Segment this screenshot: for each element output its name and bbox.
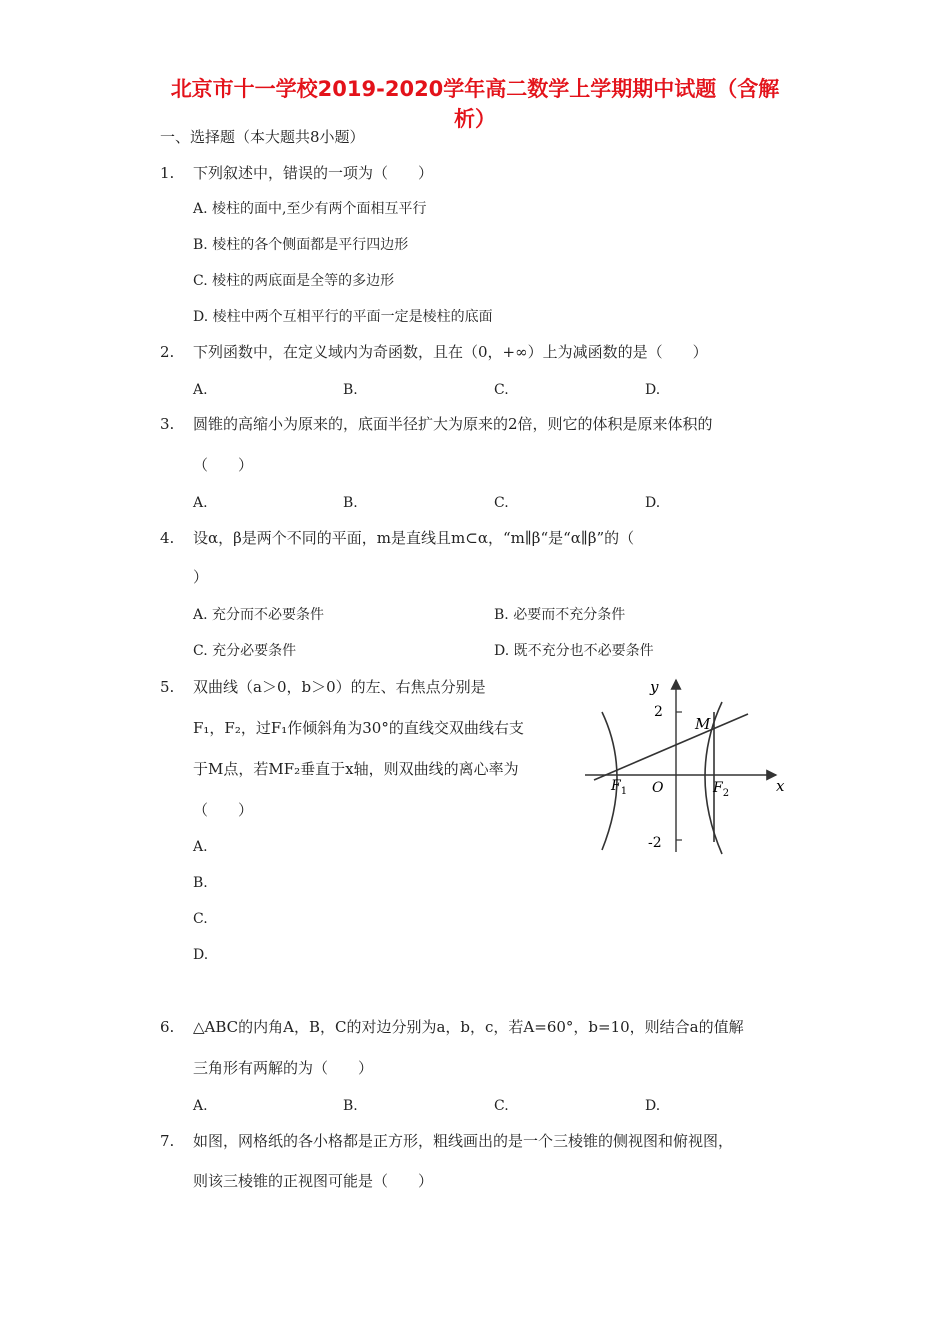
option-c: C.	[193, 911, 208, 927]
question-text: 下列函数中，在定义域内为奇函数，且在（0，+∞）上为减函数的是（ ）	[193, 343, 708, 361]
option-d: D. 棱柱中两个互相平行的平面一定是棱柱的底面	[193, 309, 493, 325]
document-title	[150, 74, 800, 134]
option-b: B.	[343, 382, 358, 398]
question-number: 6.	[160, 1018, 175, 1036]
question-text-cont: 于M点，若MF₂垂直于x轴，则双曲线的离心率为	[193, 760, 519, 778]
option-c: C.	[494, 1098, 509, 1114]
question-number: 7.	[160, 1132, 175, 1150]
question-number: 1.	[160, 164, 175, 182]
title-line-2: 析）	[454, 107, 496, 131]
question-number: 2.	[160, 343, 175, 361]
option-a: A. 充分而不必要条件	[193, 607, 325, 623]
origin-label: O	[652, 780, 664, 796]
y-label: y	[650, 678, 659, 696]
option-c: C. 充分必要条件	[193, 643, 297, 659]
option-b: B.	[193, 875, 208, 891]
tick-label-neg2: -2	[648, 835, 662, 851]
question-text-cont: 三角形有两解的为（ ）	[193, 1059, 374, 1077]
section-heading: 一、选择题（本大题共8小题）	[160, 128, 365, 146]
option-a: A.	[193, 382, 208, 398]
option-a: A. 棱柱的面中,至少有两个面相互平行	[193, 201, 427, 217]
option-c: C.	[494, 495, 509, 511]
option-a: A.	[193, 495, 208, 511]
option-d: D.	[193, 947, 209, 963]
question-text: 如图，网格纸的各小格都是正方形，粗线画出的是一个三棱锥的侧视图和俯视图，	[193, 1132, 734, 1150]
tick-label-2: 2	[654, 704, 663, 720]
option-d: D.	[645, 495, 661, 511]
question-text: △ABC的内角A，B，C的对边分别为a，b，c，若A=60°，b=10，则结合a的值解	[193, 1018, 744, 1036]
question-number: 3.	[160, 415, 175, 433]
option-c: C.	[494, 382, 509, 398]
question-text: 圆锥的高缩小为原来的，底面半径扩大为原来的2倍，则它的体积是原来体积的	[193, 415, 713, 433]
option-a: A.	[193, 1098, 208, 1114]
option-c: C. 棱柱的两底面是全等的多边形	[193, 273, 395, 289]
option-d: D. 既不充分也不必要条件	[494, 643, 654, 659]
point-m-label: M	[695, 715, 711, 733]
line-f1-m	[594, 714, 748, 780]
option-d: D.	[645, 382, 661, 398]
question-text-cont: （ ）	[193, 801, 254, 819]
option-b: B.	[343, 495, 358, 511]
x-label: x	[776, 777, 785, 795]
question-text-cont: F₁，F₂，过F₁作倾斜角为30°的直线交双曲线右支	[193, 719, 524, 737]
question-number: 5.	[160, 678, 175, 696]
question-text: 设α，β是两个不同的平面，m是直线且m⊂α，“m∥β“是“α∥β”的（	[193, 529, 635, 547]
option-b: B. 必要而不充分条件	[494, 607, 626, 623]
question-text-cont: 则该三棱锥的正视图可能是（ ）	[193, 1172, 434, 1190]
question-text: 下列叙述中，错误的一项为（ ）	[193, 164, 434, 182]
question-number: 4.	[160, 529, 175, 547]
option-b: B. 棱柱的各个侧面都是平行四边形	[193, 237, 409, 253]
focus2-label: $F_2$	[713, 780, 730, 799]
question-text-cont: ）	[193, 568, 209, 586]
option-d: D.	[645, 1098, 661, 1114]
option-a: A.	[193, 839, 208, 855]
option-b: B.	[343, 1098, 358, 1114]
question-text: 双曲线（a＞0，b＞0）的左、右焦点分别是	[193, 678, 486, 696]
question-text-cont: （ ）	[193, 456, 254, 474]
hyperbola-figure	[580, 672, 795, 857]
focus1-label: $F_1$	[611, 778, 628, 797]
title-line-1: 北京市十一学校2019-2020学年高二数学上学期期中试题（含解	[170, 77, 780, 101]
